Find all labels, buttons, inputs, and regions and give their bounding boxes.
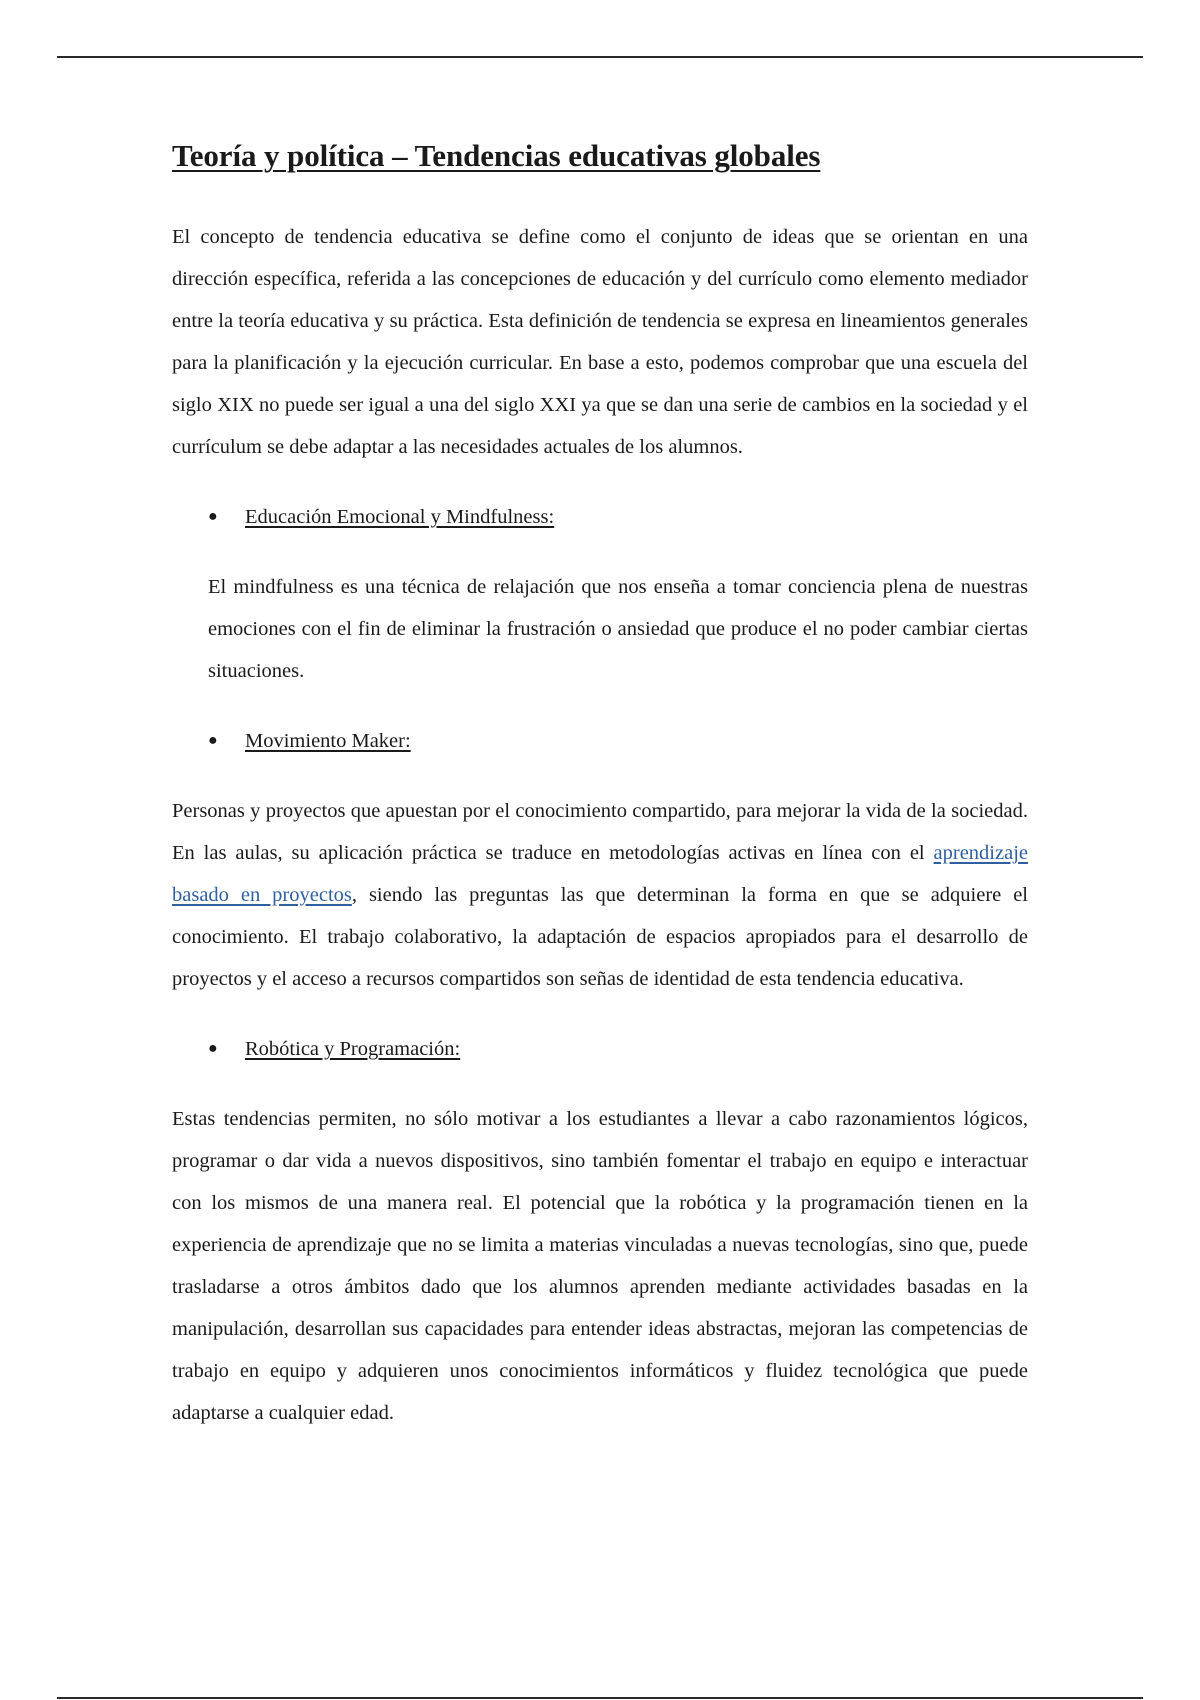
section-heading-educacion-emocional: Educación Emocional y Mindfulness: (245, 506, 555, 528)
page-title: Teoría y política – Tendencias educativas globales (172, 138, 821, 173)
section-body-text: Personas y proyectos que apuestan por el conocimiento compartido, para mejorar la vida de la sociedad. En las aulas, su aplicación práctica se traduce en metodologías activas en línea con el (172, 800, 1028, 864)
bullet-icon: ● (208, 732, 218, 749)
bullet-item-robotica (208, 1028, 1028, 1070)
bullet-item-educacion-emocional (208, 496, 1028, 538)
intro-paragraph: El concepto de tendencia educativa se define como el conjunto de ideas que se orientan en una dirección específica, referida a las concepciones de educación y del currículo como elemento mediador entre la teoría educativa y su práctica. Esta definición de tendencia se expresa en lineamientos generales para la planificación y la ejecución curricular. En base a esto, podemos comprobar que una escuela del siglo XIX no puede ser igual a una del siglo XXI ya que se dan una serie de cambios en la sociedad y el currículum se debe adaptar a las necesidades actuales de los alumnos. (172, 226, 1028, 458)
section-heading-robotica: Robótica y Programación: (245, 1038, 461, 1060)
header-rule (57, 56, 1143, 58)
footer-rule (57, 1697, 1143, 1699)
section-body-robotica: Estas tendencias permiten, no sólo motivar a los estudiantes a llevar a cabo razonamientos lógicos, programar o dar vida a nuevos dispositivos, sino también fomentar el trabajo en equipo e interactuar con los mismos de una manera real. El potencial que la robótica y la programación tienen en la experiencia de aprendizaje que no se limita a materias vinculadas a nuevas tecnologías, sino que, puede trasladarse a otros ámbitos dado que los alumnos aprenden mediante actividades basadas en la manipulación, desarrollan sus capacidades para entender ideas abstractas, mejoran las competencias de trabajo en equipo y adquieren unos conocimientos informáticos y fluidez tecnológica que puede adaptarse a cualquier edad. (172, 1108, 1028, 1424)
document-body (172, 138, 1028, 1434)
bullet-icon: ● (208, 1040, 218, 1057)
section-body-educacion-emocional: El mindfulness es una técnica de relajación que nos enseña a tomar conciencia plena de nuestras emociones con el fin de eliminar la frustración o ansiedad que produce el no poder cambiar ciertas situaciones. (208, 576, 1028, 682)
aprendizaje-proyectos-link[interactable]: aprendizaje basado en proyectos (172, 842, 1028, 906)
section-body-movimiento-maker (172, 790, 1028, 1000)
bullet-icon: ● (208, 508, 218, 525)
bullet-item-movimiento-maker (208, 720, 1028, 762)
section-heading-movimiento-maker: Movimiento Maker: (245, 730, 411, 752)
section-body-text: , siendo las preguntas las que determinan la forma en que se adquiere el conocimiento. El trabajo colaborativo, la adaptación de espacios apropiados para el desarrollo de proyectos y el acceso a recursos compartidos son señas de identidad de esta tendencia educativa. (172, 884, 1028, 990)
